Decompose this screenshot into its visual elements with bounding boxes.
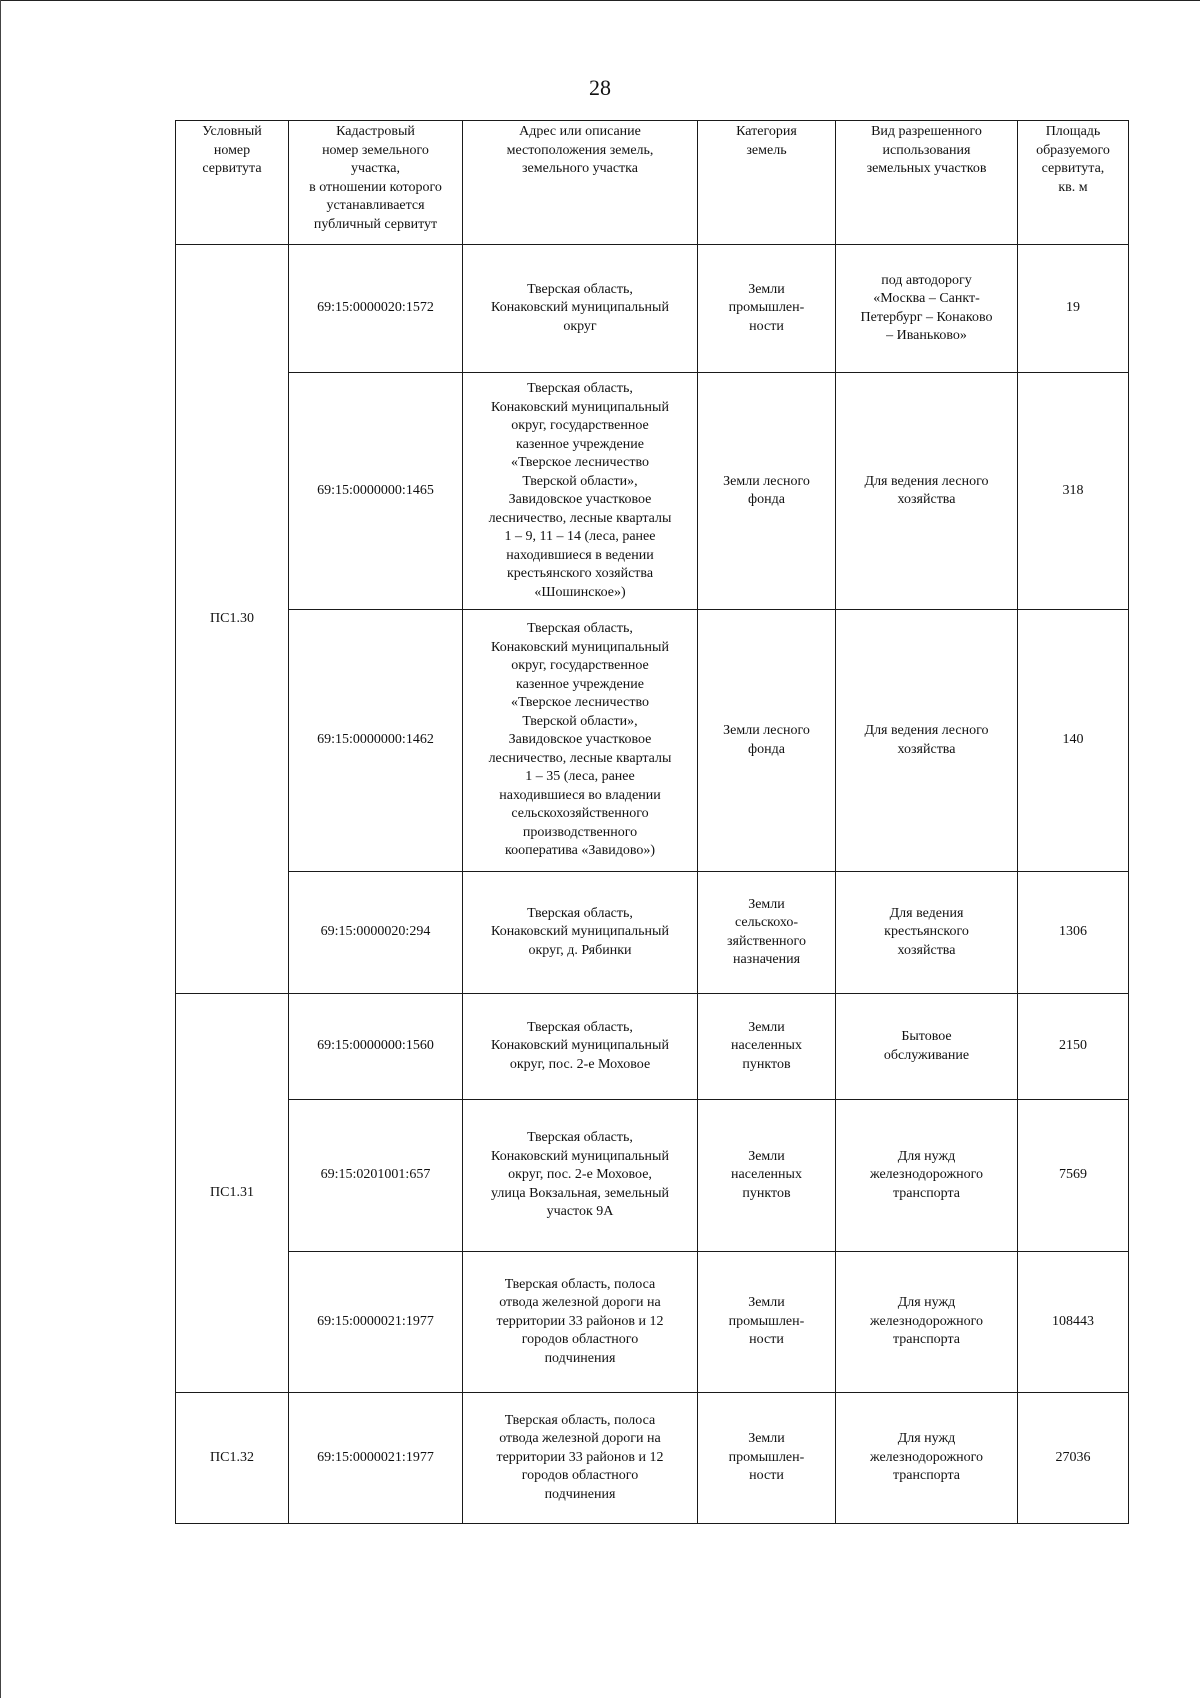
header-area: Площадь образуемого сервитута, кв. м (1018, 121, 1129, 245)
address-cell: Тверская область, Конаковский муниципальный округ, д. Рябинки (463, 872, 698, 994)
cadastral-number-cell: 69:15:0000000:1560 (289, 994, 463, 1100)
permitted-use-cell: под автодорогу «Москва – Санкт- Петербург – Конаково – Иваньково» (836, 245, 1018, 373)
address-cell: Тверская область, Конаковский муниципальный округ, государственное казенное учреждение «Тверское лесничество Тверской области», Завидовское участковое лесничество, лесные кварталы 1 – 35 (леса, ранее находившиеся во владении сельскохозяйственного производственного кооператива «Завидово») (463, 610, 698, 872)
header-cadastral-number: Кадастровый номер земельного участка, в отношении которого устанавливается публичный сервитут (289, 121, 463, 245)
area-cell: 318 (1018, 373, 1129, 610)
address-cell: Тверская область, Конаковский муниципальный округ, государственное казенное учреждение «Тверское лесничество Тверской области», Завидовское участковое лесничество, лесные кварталы 1 – 9, 11 – 14 (леса, ранее находившиеся в ведении крестьянского хозяйства «Шошинское») (463, 373, 698, 610)
permitted-use-cell: Для ведения крестьянского хозяйства (836, 872, 1018, 994)
area-cell: 108443 (1018, 1252, 1129, 1393)
permitted-use-cell: Для ведения лесного хозяйства (836, 373, 1018, 610)
permitted-use-cell: Для ведения лесного хозяйства (836, 610, 1018, 872)
cadastral-number-cell: 69:15:0000021:1977 (289, 1393, 463, 1524)
area-cell: 2150 (1018, 994, 1129, 1100)
header-permitted-use: Вид разрешенного использования земельных участков (836, 121, 1018, 245)
scan-edge-left (0, 0, 1, 1698)
area-cell: 1306 (1018, 872, 1129, 994)
table-row (176, 1252, 1129, 1393)
table-row (176, 610, 1129, 872)
servitude-table (175, 120, 1129, 1524)
table-row (176, 245, 1129, 373)
table-row (176, 994, 1129, 1100)
cadastral-number-cell: 69:15:0000020:294 (289, 872, 463, 994)
address-cell: Тверская область, полоса отвода железной дороги на территории 33 районов и 12 городов областного подчинения (463, 1252, 698, 1393)
header-address: Адрес или описание местоположения земель, земельного участка (463, 121, 698, 245)
area-cell: 7569 (1018, 1100, 1129, 1252)
land-category-cell: Земли лесного фонда (698, 373, 836, 610)
table-row (176, 1100, 1129, 1252)
table-row (176, 373, 1129, 610)
land-category-cell: Земли промышлен- ности (698, 1393, 836, 1524)
page-number: 28 (589, 75, 611, 100)
table-row (176, 872, 1129, 994)
table-header-row (176, 121, 1129, 245)
permitted-use-cell: Для нужд железнодорожного транспорта (836, 1100, 1018, 1252)
servitude-number-cell: ПС1.31 (176, 994, 289, 1393)
land-category-cell: Земли промышлен- ности (698, 1252, 836, 1393)
permitted-use-cell: Для нужд железнодорожного транспорта (836, 1393, 1018, 1524)
land-category-cell: Земли лесного фонда (698, 610, 836, 872)
cadastral-number-cell: 69:15:0000021:1977 (289, 1252, 463, 1393)
header-servitude-number: Условный номер сервитута (176, 121, 289, 245)
area-cell: 19 (1018, 245, 1129, 373)
scan-edge-top (0, 0, 1200, 1)
cadastral-number-cell: 69:15:0000000:1465 (289, 373, 463, 610)
address-cell: Тверская область, Конаковский муниципальный округ, пос. 2-е Моховое (463, 994, 698, 1100)
permitted-use-cell: Бытовое обслуживание (836, 994, 1018, 1100)
cadastral-number-cell: 69:15:0201001:657 (289, 1100, 463, 1252)
land-category-cell: Земли населенных пунктов (698, 1100, 836, 1252)
land-category-cell: Земли населенных пунктов (698, 994, 836, 1100)
servitude-number-cell: ПС1.32 (176, 1393, 289, 1524)
permitted-use-cell: Для нужд железнодорожного транспорта (836, 1252, 1018, 1393)
cadastral-number-cell: 69:15:0000000:1462 (289, 610, 463, 872)
servitude-number-cell: ПС1.30 (176, 245, 289, 994)
address-cell: Тверская область, полоса отвода железной дороги на территории 33 районов и 12 городов областного подчинения (463, 1393, 698, 1524)
area-cell: 140 (1018, 610, 1129, 872)
address-cell: Тверская область, Конаковский муниципальный округ, пос. 2-е Моховое, улица Вокзальная, земельный участок 9А (463, 1100, 698, 1252)
area-cell: 27036 (1018, 1393, 1129, 1524)
header-land-category: Категория земель (698, 121, 836, 245)
land-category-cell: Земли сельскохо- зяйственного назначения (698, 872, 836, 994)
table-row (176, 1393, 1129, 1524)
land-category-cell: Земли промышлен- ности (698, 245, 836, 373)
address-cell: Тверская область, Конаковский муниципальный округ (463, 245, 698, 373)
cadastral-number-cell: 69:15:0000020:1572 (289, 245, 463, 373)
